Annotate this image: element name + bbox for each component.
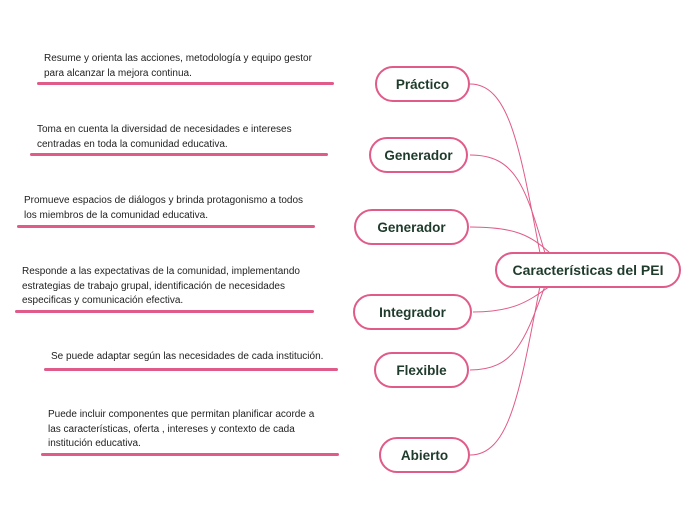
underline-inclusivo <box>30 153 328 156</box>
connector-inclusivo <box>470 155 545 253</box>
description-integrador: Responde a las expectativas de la comunidad, implementando estrategias de trabajo grupal, identificación de necesidades especificas y comunicación efectiva. <box>22 266 300 306</box>
node-inclusivo[interactable]: Generador <box>369 137 468 173</box>
node-abierto[interactable]: Abierto <box>379 437 470 473</box>
underline-integrador <box>15 310 314 313</box>
node-generador[interactable]: Generador <box>354 209 469 245</box>
connector-integrador <box>473 286 550 312</box>
underline-generador <box>17 225 315 228</box>
node-integrador[interactable]: Integrador <box>353 294 472 330</box>
description-flexible: Se puede adaptar según las necesidades de cada institución. <box>51 351 324 362</box>
connector-abierto <box>470 286 540 455</box>
description-inclusivo: Toma en cuenta la diversidad de necesidades e intereses centradas en toda la comunidad educativa. <box>37 124 292 150</box>
node-practico[interactable]: Práctico <box>375 66 470 102</box>
description-generador: Promueve espacios de diálogos y brinda protagonismo a todos los miembros de la comunidad educativa. <box>24 195 304 221</box>
description-practico: Resume y orienta las acciones, metodología y equipo gestor para alcanzar la mejora continua. <box>44 53 312 79</box>
underline-abierto <box>41 453 339 456</box>
description-abierto: Puede incluir componentes que permitan planificar acorde a las características, oferta , intereses y contexto de cada institución educativa. <box>48 409 315 449</box>
root-node[interactable]: Características del PEI <box>495 252 681 288</box>
connector-flexible <box>470 286 545 370</box>
node-flexible[interactable]: Flexible <box>374 352 469 388</box>
underline-practico <box>37 82 334 85</box>
underline-flexible <box>44 368 338 371</box>
